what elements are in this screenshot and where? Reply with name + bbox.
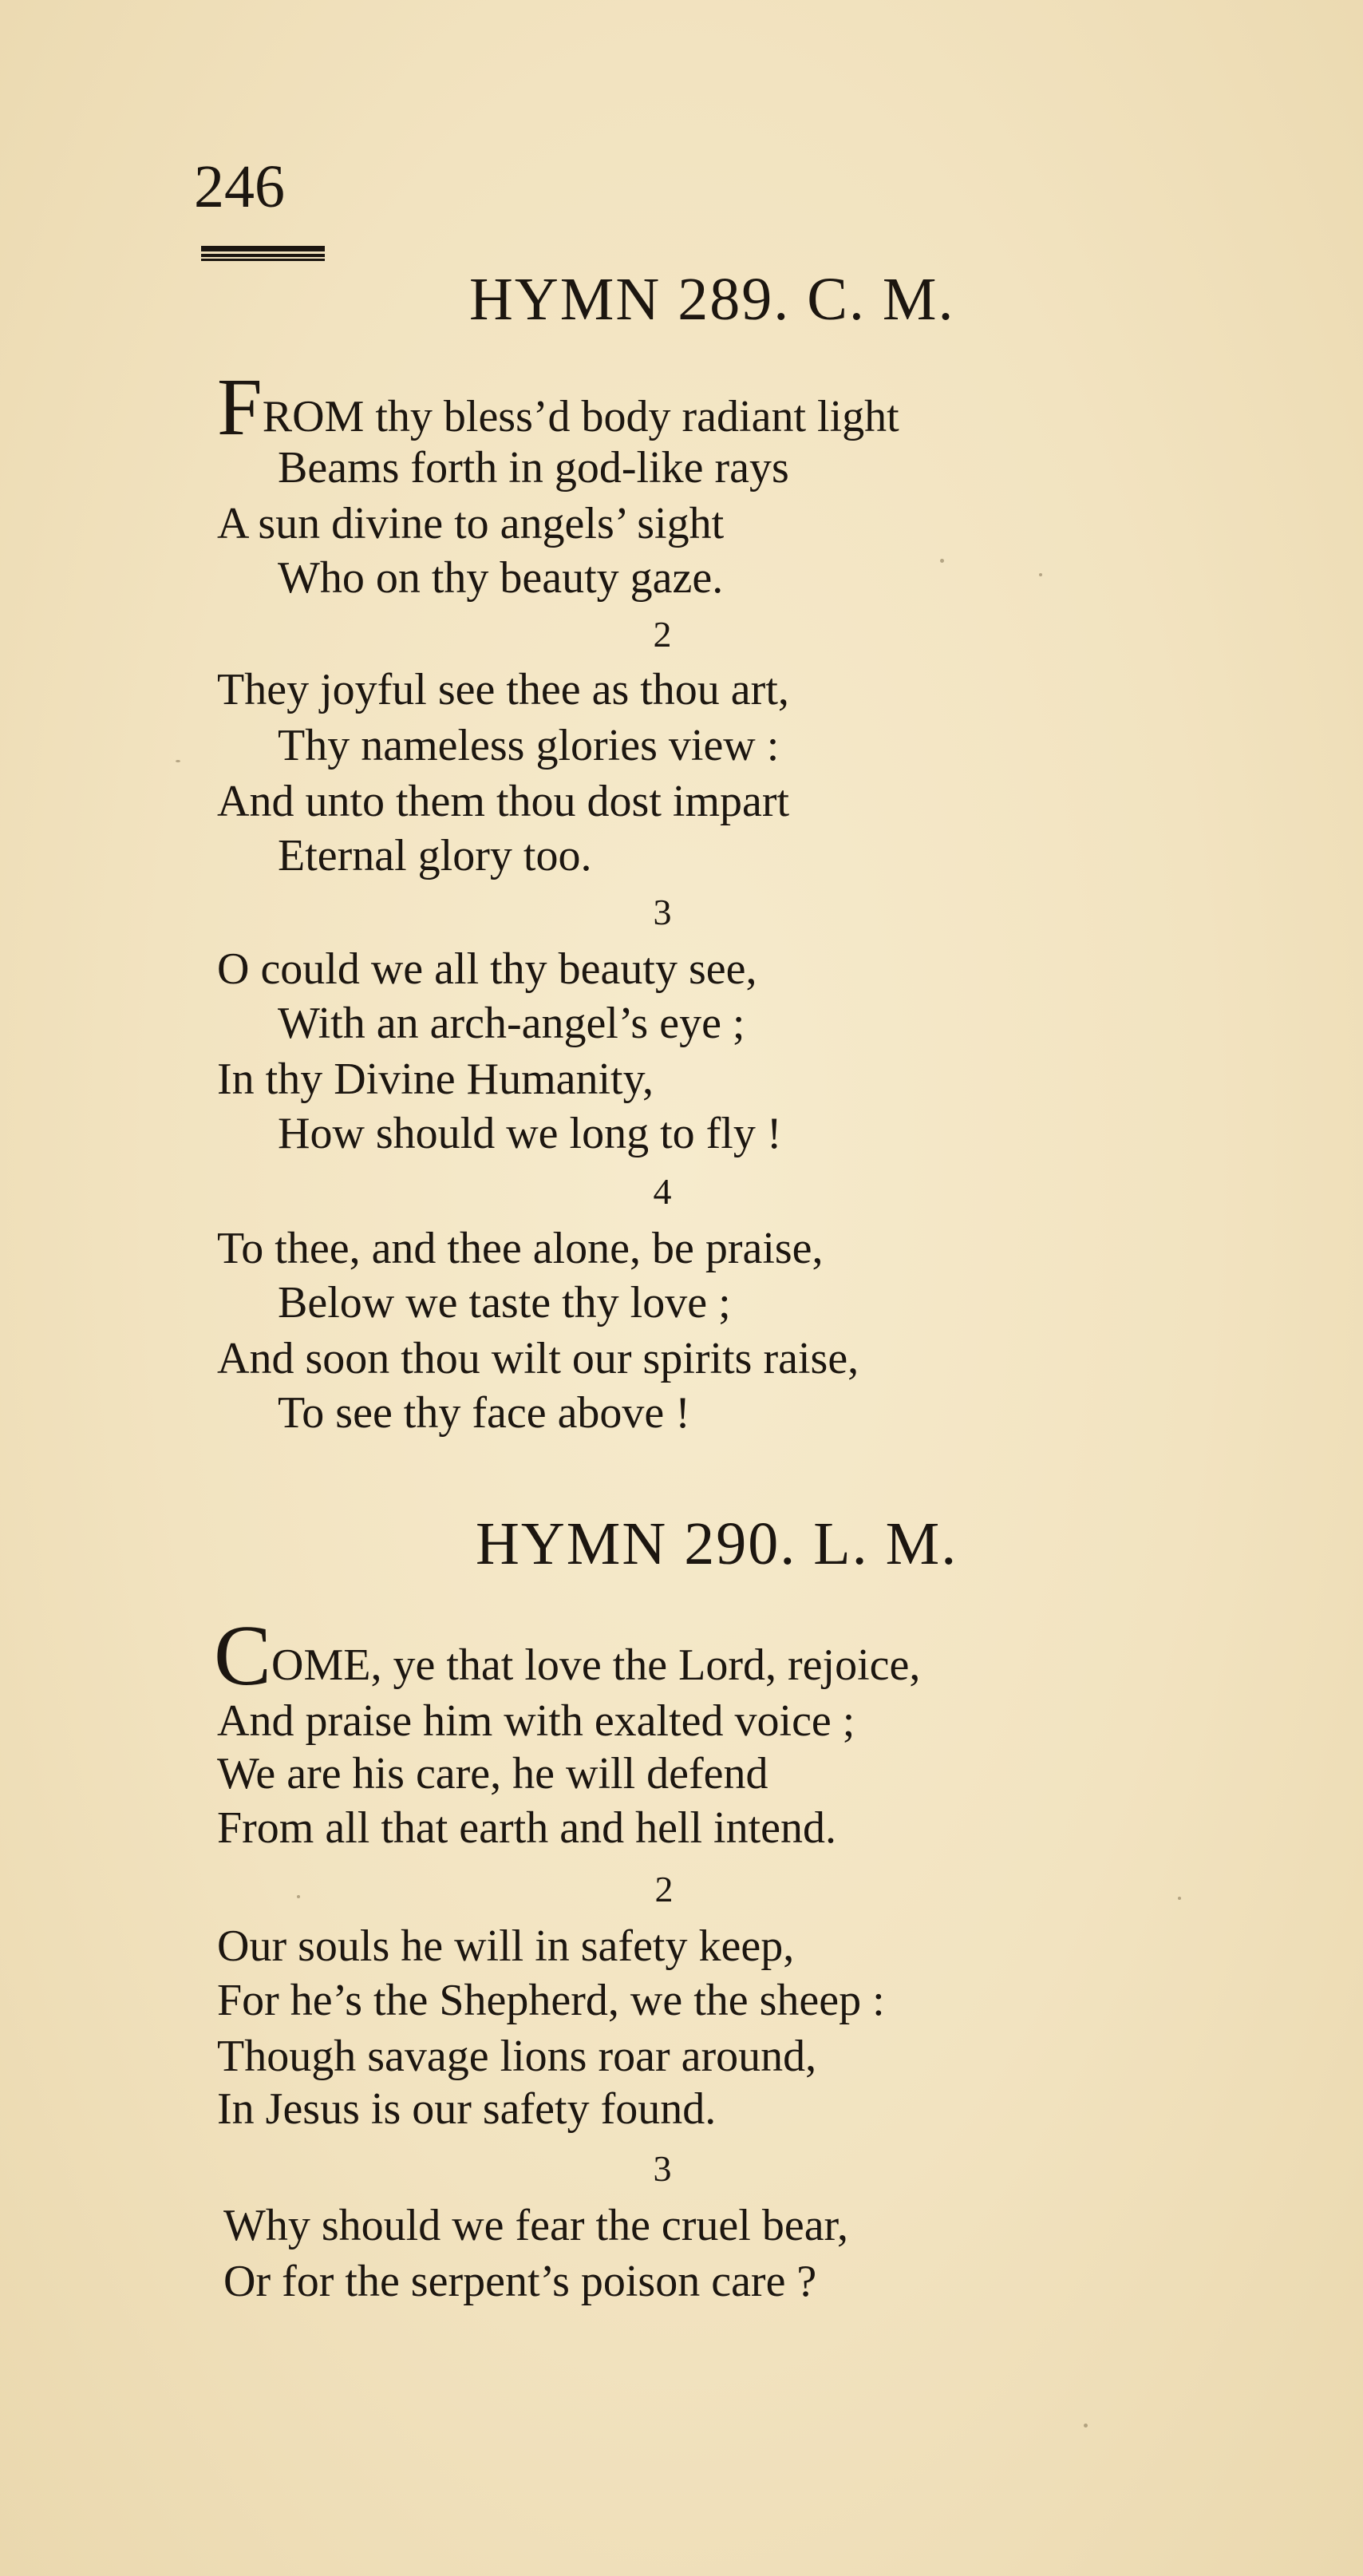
hymn-289-verse-3-line-4: How should we long to fly ! [278, 1109, 782, 1158]
hymn-289-verse-2-line-3: And unto them thou dost impart [217, 777, 790, 826]
hymn-290-title: HYMN 290. L. M. [476, 1510, 958, 1577]
hymn-290-verse-3-line-1: Why should we fear the cruel bear, [223, 2201, 848, 2250]
hymn-289-verse-4-line-1: To thee, and thee alone, be praise, [217, 1224, 824, 1273]
hymn-289-verse-1-line-2: Beams forth in god-like rays [278, 443, 789, 493]
paper-speck [1084, 2424, 1088, 2428]
hymn-289-verse-1-line-1: FROM thy bless’d body radiant light [217, 362, 899, 453]
hymn-290-verse-1-line-3: We are his care, he will defend [217, 1749, 768, 1798]
hymn-290-verse-2-line-2: For he’s the Shepherd, we the sheep : [217, 1976, 885, 2025]
hymn-289-verse-number-2: 2 [653, 614, 672, 655]
hymn-289-verse-3-line-1: O could we all thy beauty see, [217, 944, 757, 994]
hymn-289-verse-3-line-2: With an arch-angel’s eye ; [278, 999, 745, 1048]
paper-speck [1178, 1897, 1181, 1900]
hymn-289-verse-4-line-3: And soon thou wilt our spirits raise, [217, 1334, 859, 1383]
hymn-289-verse-2-line-1: They joyful see thee as thou art, [217, 665, 789, 714]
hymn-290-verse-number-2: 2 [654, 1869, 674, 1909]
hymn-290-verse-number-3: 3 [653, 2148, 672, 2189]
hymn-289-verse-1-line-3: A sun divine to angels’ sight [217, 499, 725, 548]
hymn-290-verse-2-line-4: In Jesus is our safety found. [217, 2084, 717, 2134]
hymn-289-verse-2-line-2: Thy nameless glories view : [278, 721, 780, 770]
hymn-289-verse-1-line-4: Who on thy beauty gaze. [278, 553, 724, 603]
paper-speck [940, 559, 944, 563]
verse-line-text: ROM thy bless’d body radiant light [262, 392, 899, 441]
hymn-290-verse-3-line-2: Or for the serpent’s poison care ? [223, 2257, 817, 2306]
hymn-290-verse-2-line-1: Our souls he will in safety keep, [217, 1921, 795, 1971]
hymn-290-verse-1-line-1: COME, ye that love the Lord, rejoice, [214, 1609, 921, 1703]
hymn-289-title: HYMN 289. C. M. [469, 266, 955, 333]
hymn-289-verse-4-line-2: Below we taste thy love ; [278, 1278, 731, 1328]
verse-line-text: OME, ye that love the Lord, rejoice, [271, 1640, 921, 1690]
page-rule [201, 246, 325, 262]
hymn-289-verse-number-3: 3 [653, 892, 672, 932]
hymn-290-verse-1-line-4: From all that earth and hell intend. [217, 1803, 837, 1853]
hymn-290-verse-2-line-3: Though savage lions roar around, [217, 2032, 817, 2081]
paper-speck [176, 760, 180, 762]
hymn-289-verse-3-line-3: In thy Divine Humanity, [217, 1055, 654, 1104]
hymn-289-verse-2-line-4: Eternal glory too. [278, 831, 592, 880]
hymn-289-verse-4-line-4: To see thy face above ! [278, 1388, 690, 1438]
paper-speck [1039, 573, 1042, 576]
hymn-289-verse-number-4: 4 [653, 1171, 672, 1212]
paper-speck [297, 1895, 300, 1898]
hymn-290-verse-1-line-2: And praise him with exalted voice ; [217, 1696, 855, 1746]
page-number: 246 [194, 153, 285, 220]
